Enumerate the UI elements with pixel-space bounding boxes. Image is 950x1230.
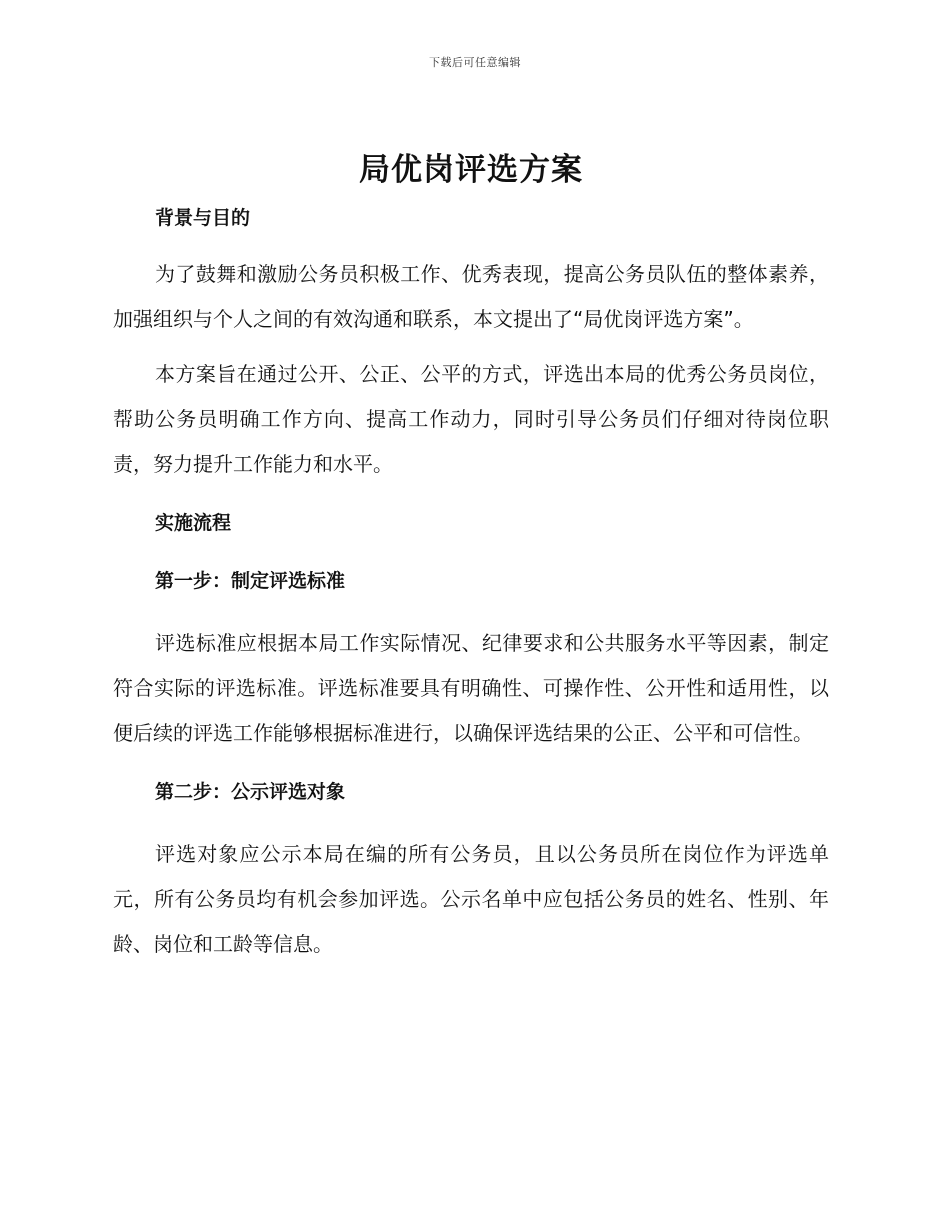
document-title: 局优岗评选方案 xyxy=(359,152,583,188)
section-heading-background: 背景与目的 xyxy=(155,207,251,229)
paragraph-background-2: 本方案旨在通过公开、公正、公平的方式，评选出本局的优秀公务员岗位，帮助公务员明确工作方向、提高工作动力，同时引导公务员们仔细对待岗位职责，努力提升工作能力和水平。 xyxy=(113,362,829,476)
step-heading-2: 第二步：公示评选对象 xyxy=(155,781,346,803)
section-heading-process: 实施流程 xyxy=(155,512,232,534)
paragraph-step-2: 评选对象应公示本局在编的所有公务员，且以公务员所在岗位作为评选单元，所有公务员均有机会参加评选。公示名单中应包括公务员的姓名、性别、年龄、岗位和工龄等信息。 xyxy=(113,842,829,956)
paragraph-step-1: 评选标准应根据本局工作实际情况、纪律要求和公共服务水平等因素，制定符合实际的评选标准。评选标准要具有明确性、可操作性、公开性和适用性，以便后续的评选工作能够根据标准进行，以确保评选结果的公正、公平和可信性。 xyxy=(113,631,829,745)
paragraph-background-1: 为了鼓舞和激励公务员积极工作、优秀表现，提高公务员队伍的整体素养，加强组织与个人之间的有效沟通和联系，本文提出了“局优岗评选方案”。 xyxy=(113,262,829,331)
page-header: 下载后可任意编辑 xyxy=(429,56,521,69)
document-body xyxy=(113,148,829,977)
step-heading-1: 第一步：制定评选标准 xyxy=(155,570,346,592)
